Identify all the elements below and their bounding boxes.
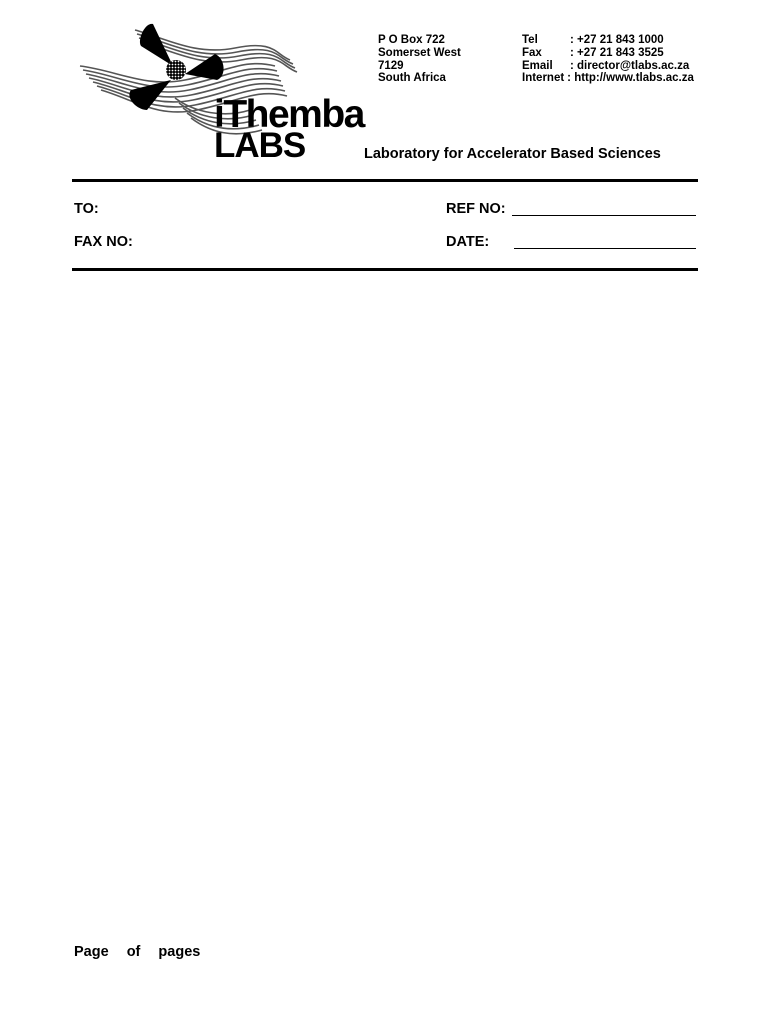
tagline: Laboratory for Accelerator Based Sciences [364,146,661,162]
to-label: TO: [74,201,99,217]
address-line: 7129 [378,59,404,72]
fax-no-label: FAX NO: [74,234,133,250]
pages-label: pages [158,944,201,960]
page-label: Page [74,944,109,960]
contact-internet [522,72,694,85]
bottom-divider [72,268,698,271]
contact-value: : director@tlabs.ac.za [570,59,690,72]
contact-label: Email [522,59,553,72]
top-divider [72,179,698,182]
date-label: DATE: [446,234,490,250]
contact-label: Internet [522,72,565,85]
postal-address [378,34,461,85]
brand-name: iThemba [214,93,364,136]
contact-value: : +27 21 843 1000 [570,34,664,46]
of-label: of [126,944,141,960]
contact-email [522,60,694,73]
contact-label: Fax [522,46,542,59]
contact-tel [522,34,694,47]
contact-value: : +27 21 843 3525 [570,46,664,59]
address-line: Somerset West [378,46,461,59]
address-line: South Africa [378,72,446,85]
address-line: P O Box 722 [378,34,445,46]
contact-details [522,34,694,85]
date-field[interactable] [514,248,696,249]
page-count [74,944,214,960]
contact-fax [522,47,694,60]
brand-subname: LABS [214,126,306,165]
ref-no-field[interactable] [512,215,696,216]
contact-value: : http://www.tlabs.ac.za [567,72,694,85]
ref-no-label: REF NO: [446,201,506,217]
contact-label: Tel [522,34,538,46]
